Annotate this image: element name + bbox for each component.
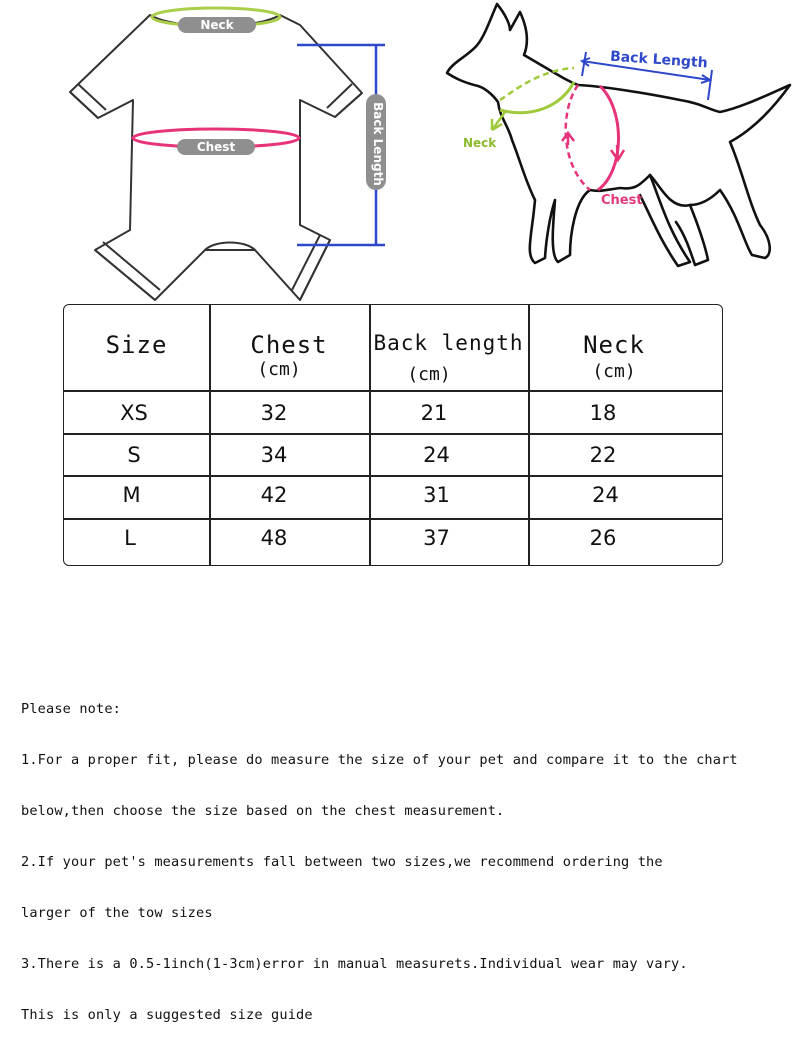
table-cell: 42 (260, 483, 288, 507)
size-notes (21, 667, 800, 1041)
table-cell: 24 (423, 443, 450, 467)
garment-neck-label: Neck (178, 17, 256, 33)
table-divider (64, 475, 722, 477)
note-line: 3.There is a 0.5-1inch(1-3cm)error in manual measurets.Individual wear may vary. (21, 956, 688, 972)
note-line: This is only a suggested size guide (21, 1007, 313, 1023)
table-divider (64, 518, 722, 520)
garment-outline (70, 15, 362, 300)
note-line: larger of the tow sizes (21, 905, 213, 921)
table-cell: 48 (260, 526, 288, 550)
table-cell: 24 (592, 483, 619, 507)
table-cell: M (122, 483, 141, 507)
table-cell: 34 (260, 443, 288, 467)
dog-front-leg (640, 175, 690, 266)
table-divider (64, 433, 722, 435)
dog-chest-arrow-up (562, 133, 574, 145)
dog-neck-label: Neck (463, 136, 497, 150)
note-line: 2.If your pet's measurements fall between two sizes,we recommend ordering the (21, 854, 663, 870)
garment-back-length-label (366, 94, 386, 190)
header-back-length: Back length (373, 331, 524, 355)
crotch-line (205, 243, 255, 251)
dog-chest-label: Chest (601, 193, 643, 208)
note-heading: Please note: (21, 701, 122, 717)
header-neck-unit: (cm) (592, 361, 636, 382)
size-table (63, 304, 723, 566)
table-cell: 32 (260, 401, 288, 425)
right-cuff (327, 84, 362, 117)
left-cuff (70, 84, 106, 118)
dog-illustration (420, 0, 800, 305)
garment-chest-label: Chest (177, 139, 255, 155)
table-cell: 37 (423, 526, 450, 550)
table-cell: 18 (589, 401, 617, 425)
header-size: Size (105, 331, 168, 359)
garment-back-length-text: Back Length (371, 102, 385, 186)
table-divider (64, 390, 722, 392)
note-line: below,then choose the size based on the chest measurement. (21, 803, 505, 819)
header-neck: Neck (583, 331, 645, 359)
dog-chest-ring-front (598, 86, 619, 190)
dog-hind-leg (676, 205, 708, 265)
dog-back-length-end (708, 70, 712, 100)
header-back-length-unit: (cm) (407, 364, 451, 385)
header-chest: Chest (250, 331, 328, 359)
dog-chest-arrow-down (611, 145, 624, 160)
table-cell: 31 (423, 483, 450, 507)
table-cell: XS (120, 401, 148, 425)
header-chest-unit: (cm) (257, 359, 301, 380)
dog-back-length-label: Back Length (609, 48, 709, 72)
dog-neck-ring-front (500, 82, 574, 113)
table-cell: 21 (420, 401, 448, 425)
table-cell: 26 (589, 526, 617, 550)
note-line: 1.For a proper fit, please do measure the size of your pet and compare it to the chart (21, 752, 738, 768)
table-cell: L (124, 526, 136, 550)
table-cell: 22 (589, 443, 617, 467)
left-leg-cuff (95, 242, 160, 300)
dog-chest-ring-back (566, 85, 590, 190)
table-cell: S (127, 443, 141, 467)
